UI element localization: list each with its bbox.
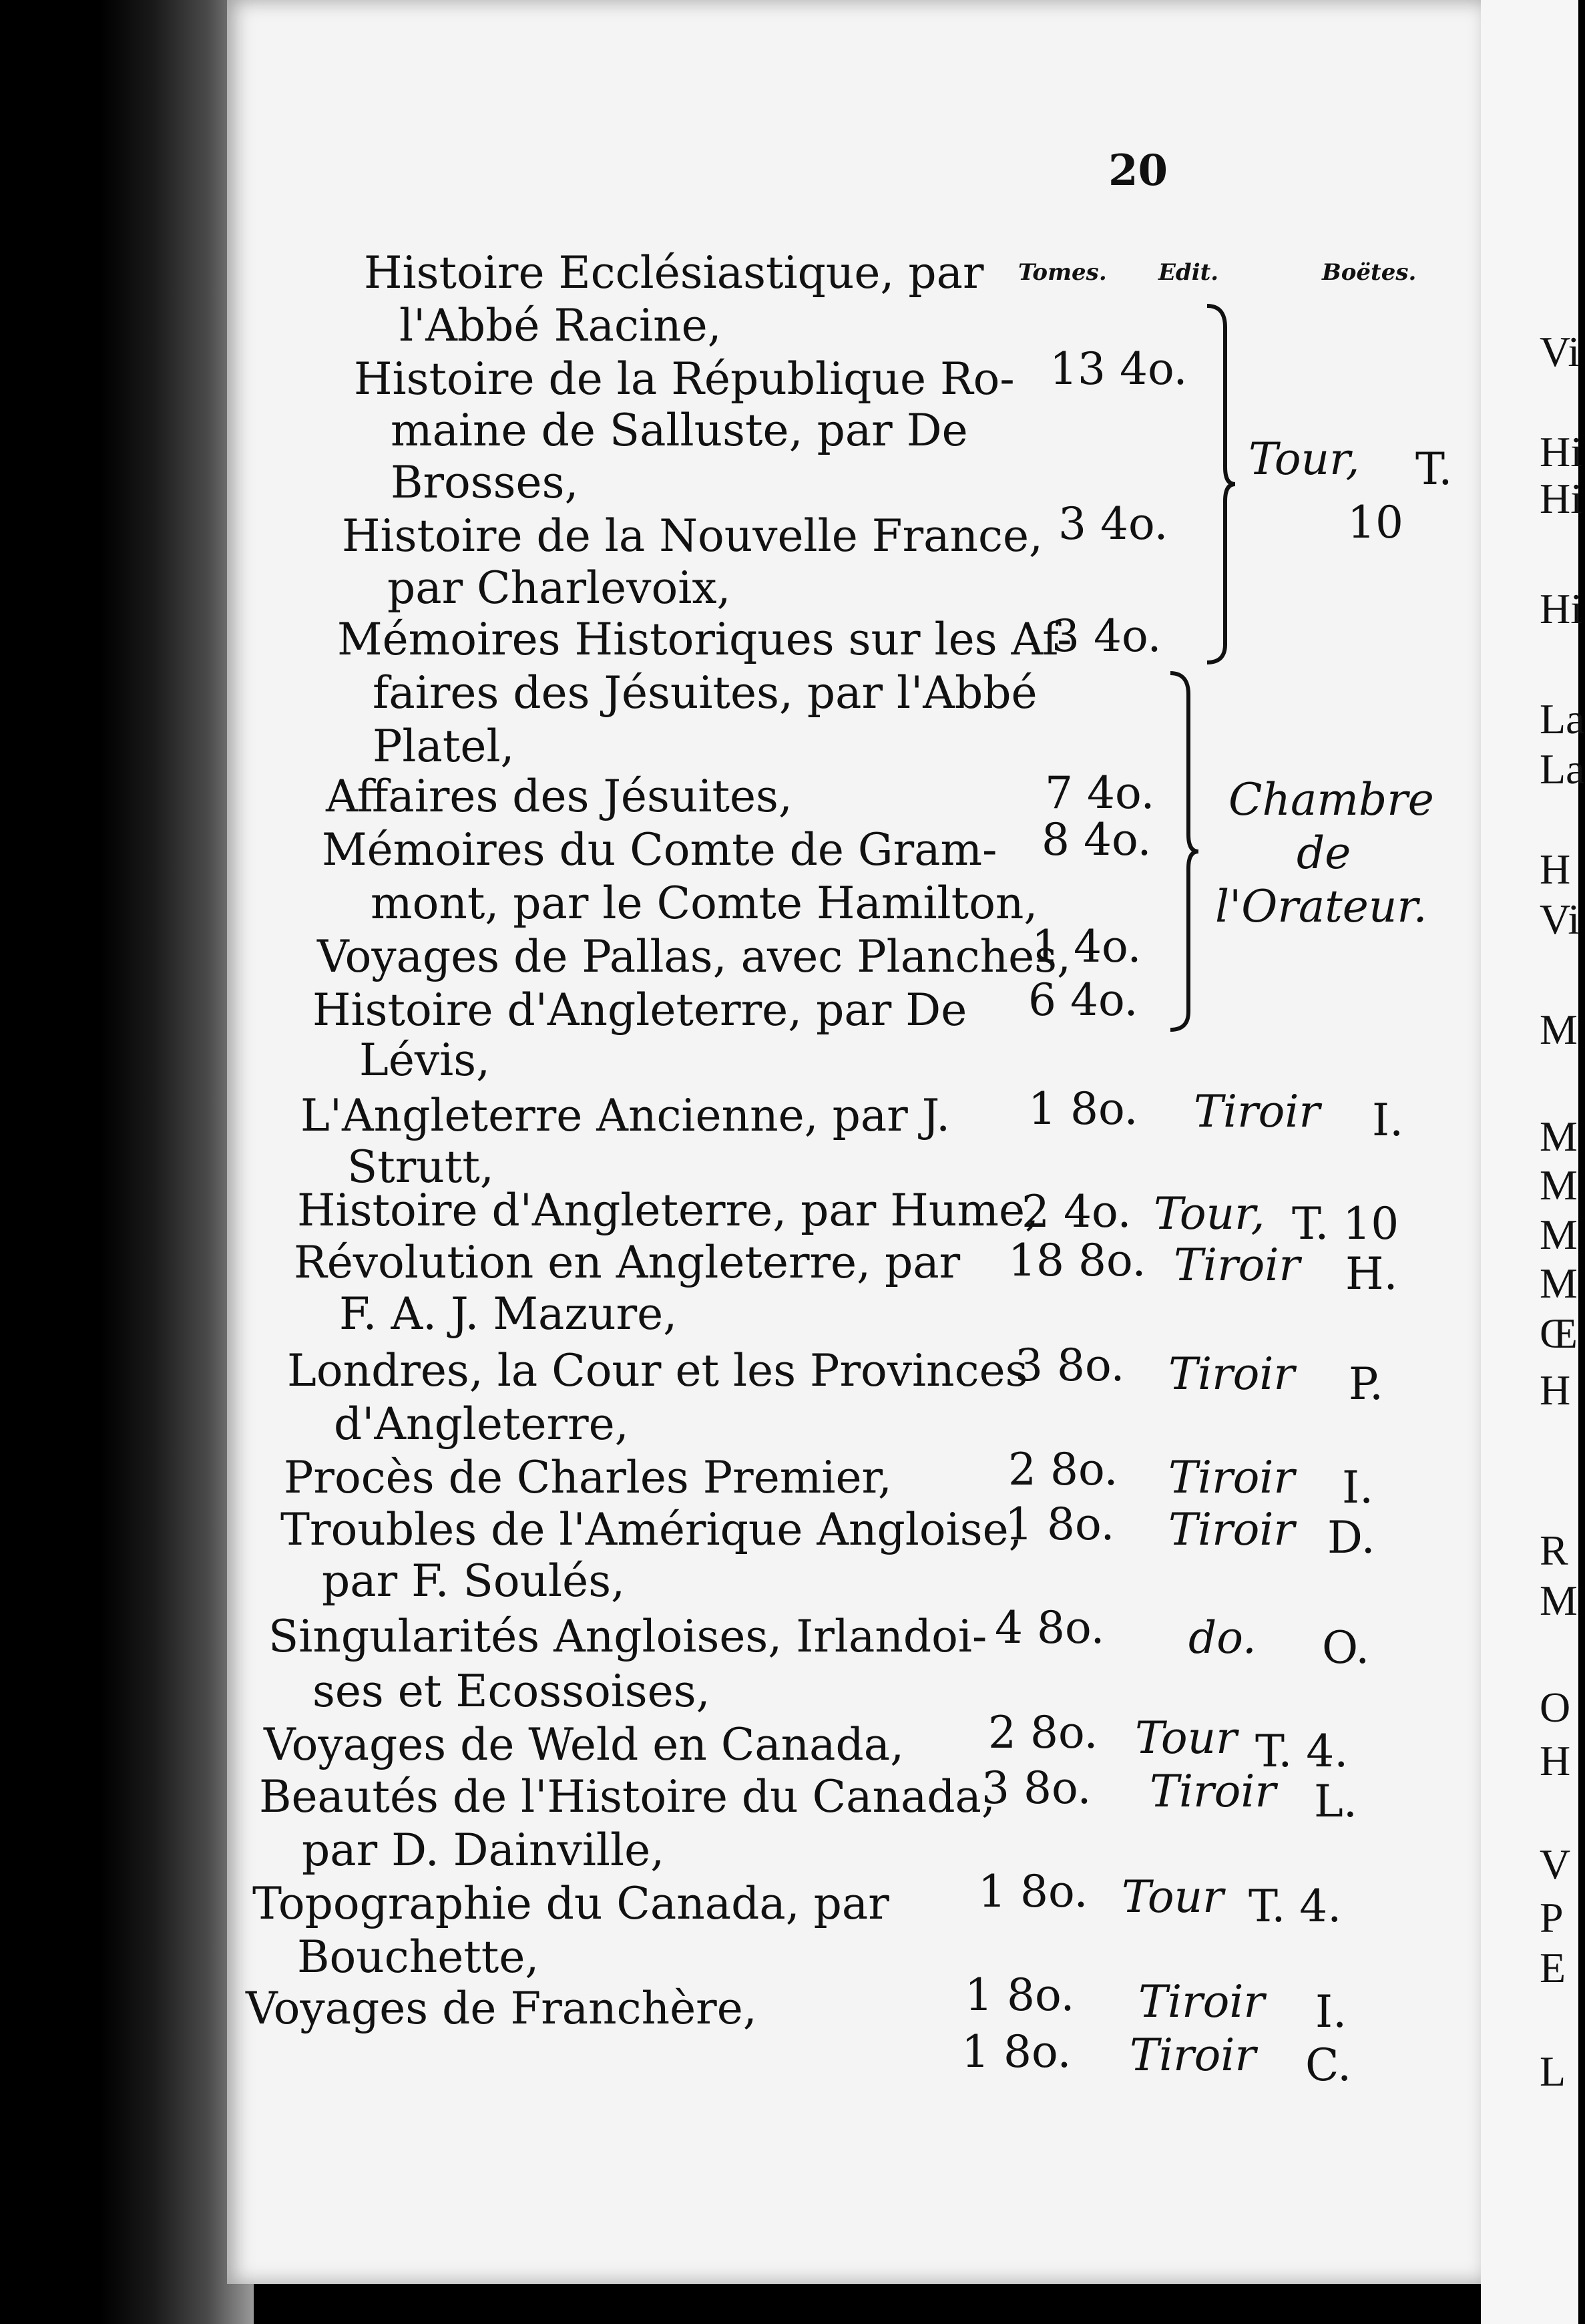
group1-number: 10 bbox=[1347, 497, 1403, 548]
entry-location: Tour bbox=[1135, 1712, 1237, 1764]
edge-fragment: Œ bbox=[1540, 1310, 1578, 1357]
header-tomes: Tomes. bbox=[1018, 259, 1107, 286]
page-number: 20 bbox=[1108, 146, 1168, 196]
edge-fragment: M bbox=[1540, 1260, 1578, 1307]
group1-location: Tour, bbox=[1249, 433, 1360, 485]
edge-fragment: R bbox=[1540, 1527, 1568, 1574]
edge-fragment: Hi bbox=[1540, 475, 1582, 522]
entry-volume: 6 4o. bbox=[1028, 974, 1138, 1026]
entry-line: mont, par le Comte Hamilton, bbox=[371, 878, 1038, 929]
entry-line: Troubles de l'Amérique Angloise, bbox=[280, 1504, 1023, 1555]
entry-location: Tour bbox=[1122, 1871, 1224, 1923]
entry-code: T. 10 bbox=[1292, 1198, 1399, 1249]
entry-location: Tiroir bbox=[1194, 1086, 1321, 1137]
edge-fragment: V bbox=[1540, 1841, 1571, 1888]
edge-fragment: M bbox=[1540, 1211, 1578, 1258]
entry-code: C. bbox=[1305, 2040, 1352, 2091]
entry-line: Procès de Charles Premier, bbox=[284, 1452, 892, 1503]
entry-line: Topographie du Canada, par bbox=[252, 1878, 889, 1929]
catalogue-page bbox=[227, 0, 1482, 2284]
entry-line: Histoire Ecclésiastique, par bbox=[364, 247, 984, 299]
entry-line: Mémoires du Comte de Gram- bbox=[322, 824, 997, 876]
entry-volume: 1 8o. bbox=[1005, 1499, 1115, 1550]
header-boetes: Boëtes. bbox=[1322, 259, 1417, 286]
entry-volume: 2 8o. bbox=[1008, 1444, 1118, 1495]
entry-volume: 2 8o. bbox=[988, 1707, 1098, 1758]
entry-line: Bouchette, bbox=[297, 1931, 539, 1983]
group-brace-2 bbox=[1165, 668, 1205, 1035]
entry-line: Histoire de la Nouvelle France, bbox=[342, 510, 1044, 562]
entry-volume: 3 8o. bbox=[981, 1762, 1092, 1814]
entry-volume: 1 8o. bbox=[978, 1866, 1088, 1917]
entry-volume: 2 4o. bbox=[1022, 1186, 1132, 1237]
entry-location: Tiroir bbox=[1150, 1766, 1277, 1817]
entry-line: par Charlevoix, bbox=[387, 562, 731, 614]
entry-line: Singularités Angloises, Irlandoi- bbox=[268, 1611, 987, 1662]
entry-location: do. bbox=[1188, 1612, 1257, 1664]
group2-line3: l'Orateur. bbox=[1215, 881, 1427, 932]
edge-fragment: M bbox=[1540, 1577, 1578, 1624]
entry-location: Tiroir bbox=[1130, 2029, 1257, 2081]
entry-line: Brosses, bbox=[391, 457, 579, 508]
entry-line: Histoire de la République Ro- bbox=[354, 353, 1015, 405]
entry-volume: 1 4o. bbox=[1032, 921, 1142, 972]
entry-code: I. bbox=[1342, 1462, 1374, 1513]
edge-fragment: La bbox=[1540, 695, 1585, 743]
entry-line: F. A. J. Mazure, bbox=[339, 1288, 678, 1340]
entry-code: H. bbox=[1345, 1248, 1398, 1300]
entry-line: Révolution en Angleterre, par bbox=[294, 1237, 961, 1288]
entry-line: Voyages de Franchère, bbox=[246, 1983, 757, 2034]
edge-fragment: M bbox=[1540, 1113, 1578, 1160]
group1-code: T. bbox=[1415, 443, 1453, 495]
edge-fragment: La bbox=[1540, 745, 1585, 793]
entry-location: Tiroir bbox=[1138, 1976, 1265, 2027]
entry-location: Tiroir bbox=[1168, 1452, 1295, 1503]
entry-line: faires des Jésuites, par l'Abbé bbox=[373, 667, 1038, 719]
entry-line: par F. Soulés, bbox=[322, 1555, 626, 1607]
entry-code: D. bbox=[1327, 1512, 1375, 1563]
entry-volume: 4 8o. bbox=[995, 1602, 1105, 1654]
entry-line: Platel, bbox=[373, 721, 515, 772]
edge-fragment: O bbox=[1540, 1684, 1571, 1731]
entry-volume: 8 4o. bbox=[1042, 814, 1152, 865]
entry-line: Strutt, bbox=[347, 1141, 494, 1193]
header-edit: Edit. bbox=[1158, 259, 1219, 286]
edge-fragment: Vi bbox=[1540, 328, 1580, 375]
entry-code: I. bbox=[1372, 1095, 1404, 1146]
entry-code: T. 4. bbox=[1255, 1726, 1349, 1777]
edge-fragment: Hi bbox=[1540, 585, 1582, 632]
entry-line: Histoire d'Angleterre, par De bbox=[312, 984, 967, 1036]
entry-volume: 1 8o. bbox=[961, 2026, 1072, 2078]
edge-fragment: P bbox=[1540, 1894, 1564, 1941]
entry-line: L'Angleterre Ancienne, par J. bbox=[300, 1090, 951, 1141]
entry-line: Voyages de Weld en Canada, bbox=[264, 1719, 905, 1770]
edge-fragment: M bbox=[1540, 1006, 1578, 1053]
entry-line: d'Angleterre, bbox=[334, 1398, 629, 1450]
entry-code: O. bbox=[1322, 1622, 1370, 1674]
entry-line: Affaires des Jésuites, bbox=[326, 771, 792, 822]
entry-code: L. bbox=[1314, 1776, 1357, 1827]
entry-line: Voyages de Pallas, avec Planches, bbox=[317, 931, 1071, 982]
entry-volume: 1 8o. bbox=[965, 1969, 1075, 2021]
entry-line: par D. Dainville, bbox=[302, 1824, 665, 1876]
entry-volume: 1 8o. bbox=[1028, 1083, 1138, 1135]
entry-code: I. bbox=[1315, 1986, 1347, 2038]
entry-code: T. 4. bbox=[1249, 1881, 1342, 1932]
entry-volume: 3 4o. bbox=[1058, 498, 1168, 550]
entry-code: P. bbox=[1349, 1358, 1384, 1410]
edge-fragment: Vi bbox=[1540, 896, 1580, 943]
entry-line: ses et Ecossoises, bbox=[312, 1666, 710, 1717]
group2-line2: de bbox=[1297, 827, 1351, 879]
entry-volume: 3 4o. bbox=[1052, 610, 1162, 662]
edge-fragment: H bbox=[1540, 845, 1571, 893]
entry-line: Mémoires Historiques sur les Af- bbox=[337, 614, 1072, 665]
entry-location: Tiroir bbox=[1174, 1239, 1301, 1291]
entry-line: l'Abbé Racine, bbox=[399, 300, 722, 351]
entry-line: Lévis, bbox=[359, 1034, 491, 1086]
edge-fragment: H bbox=[1540, 1737, 1571, 1784]
entry-location: Tour, bbox=[1154, 1188, 1265, 1239]
entry-volume: 18 8o. bbox=[1008, 1235, 1146, 1286]
entry-line: maine de Salluste, par De bbox=[391, 405, 968, 456]
entry-location: Tiroir bbox=[1168, 1348, 1295, 1400]
group2-line1: Chambre bbox=[1228, 774, 1434, 825]
edge-fragment: Hi bbox=[1540, 428, 1582, 475]
entry-volume: 3 8o. bbox=[1015, 1340, 1125, 1391]
facing-page-edge bbox=[1481, 0, 1585, 2324]
entry-volume: 13 4o. bbox=[1050, 343, 1188, 395]
entry-volume: 7 4o. bbox=[1045, 767, 1155, 819]
edge-fragment: E bbox=[1540, 1944, 1566, 1991]
edge-fragment: L bbox=[1540, 2048, 1566, 2095]
entry-location: Tiroir bbox=[1168, 1504, 1295, 1555]
edge-fragment: H bbox=[1540, 1366, 1571, 1414]
edge-fragment: M bbox=[1540, 1161, 1578, 1209]
entry-line: Histoire d'Angleterre, par Hume, bbox=[297, 1185, 1039, 1236]
entry-line: Londres, la Cour et les Provinces bbox=[287, 1345, 1028, 1396]
group-brace-1 bbox=[1202, 301, 1242, 668]
entry-line: Beautés de l'Histoire du Canada, bbox=[259, 1771, 995, 1822]
